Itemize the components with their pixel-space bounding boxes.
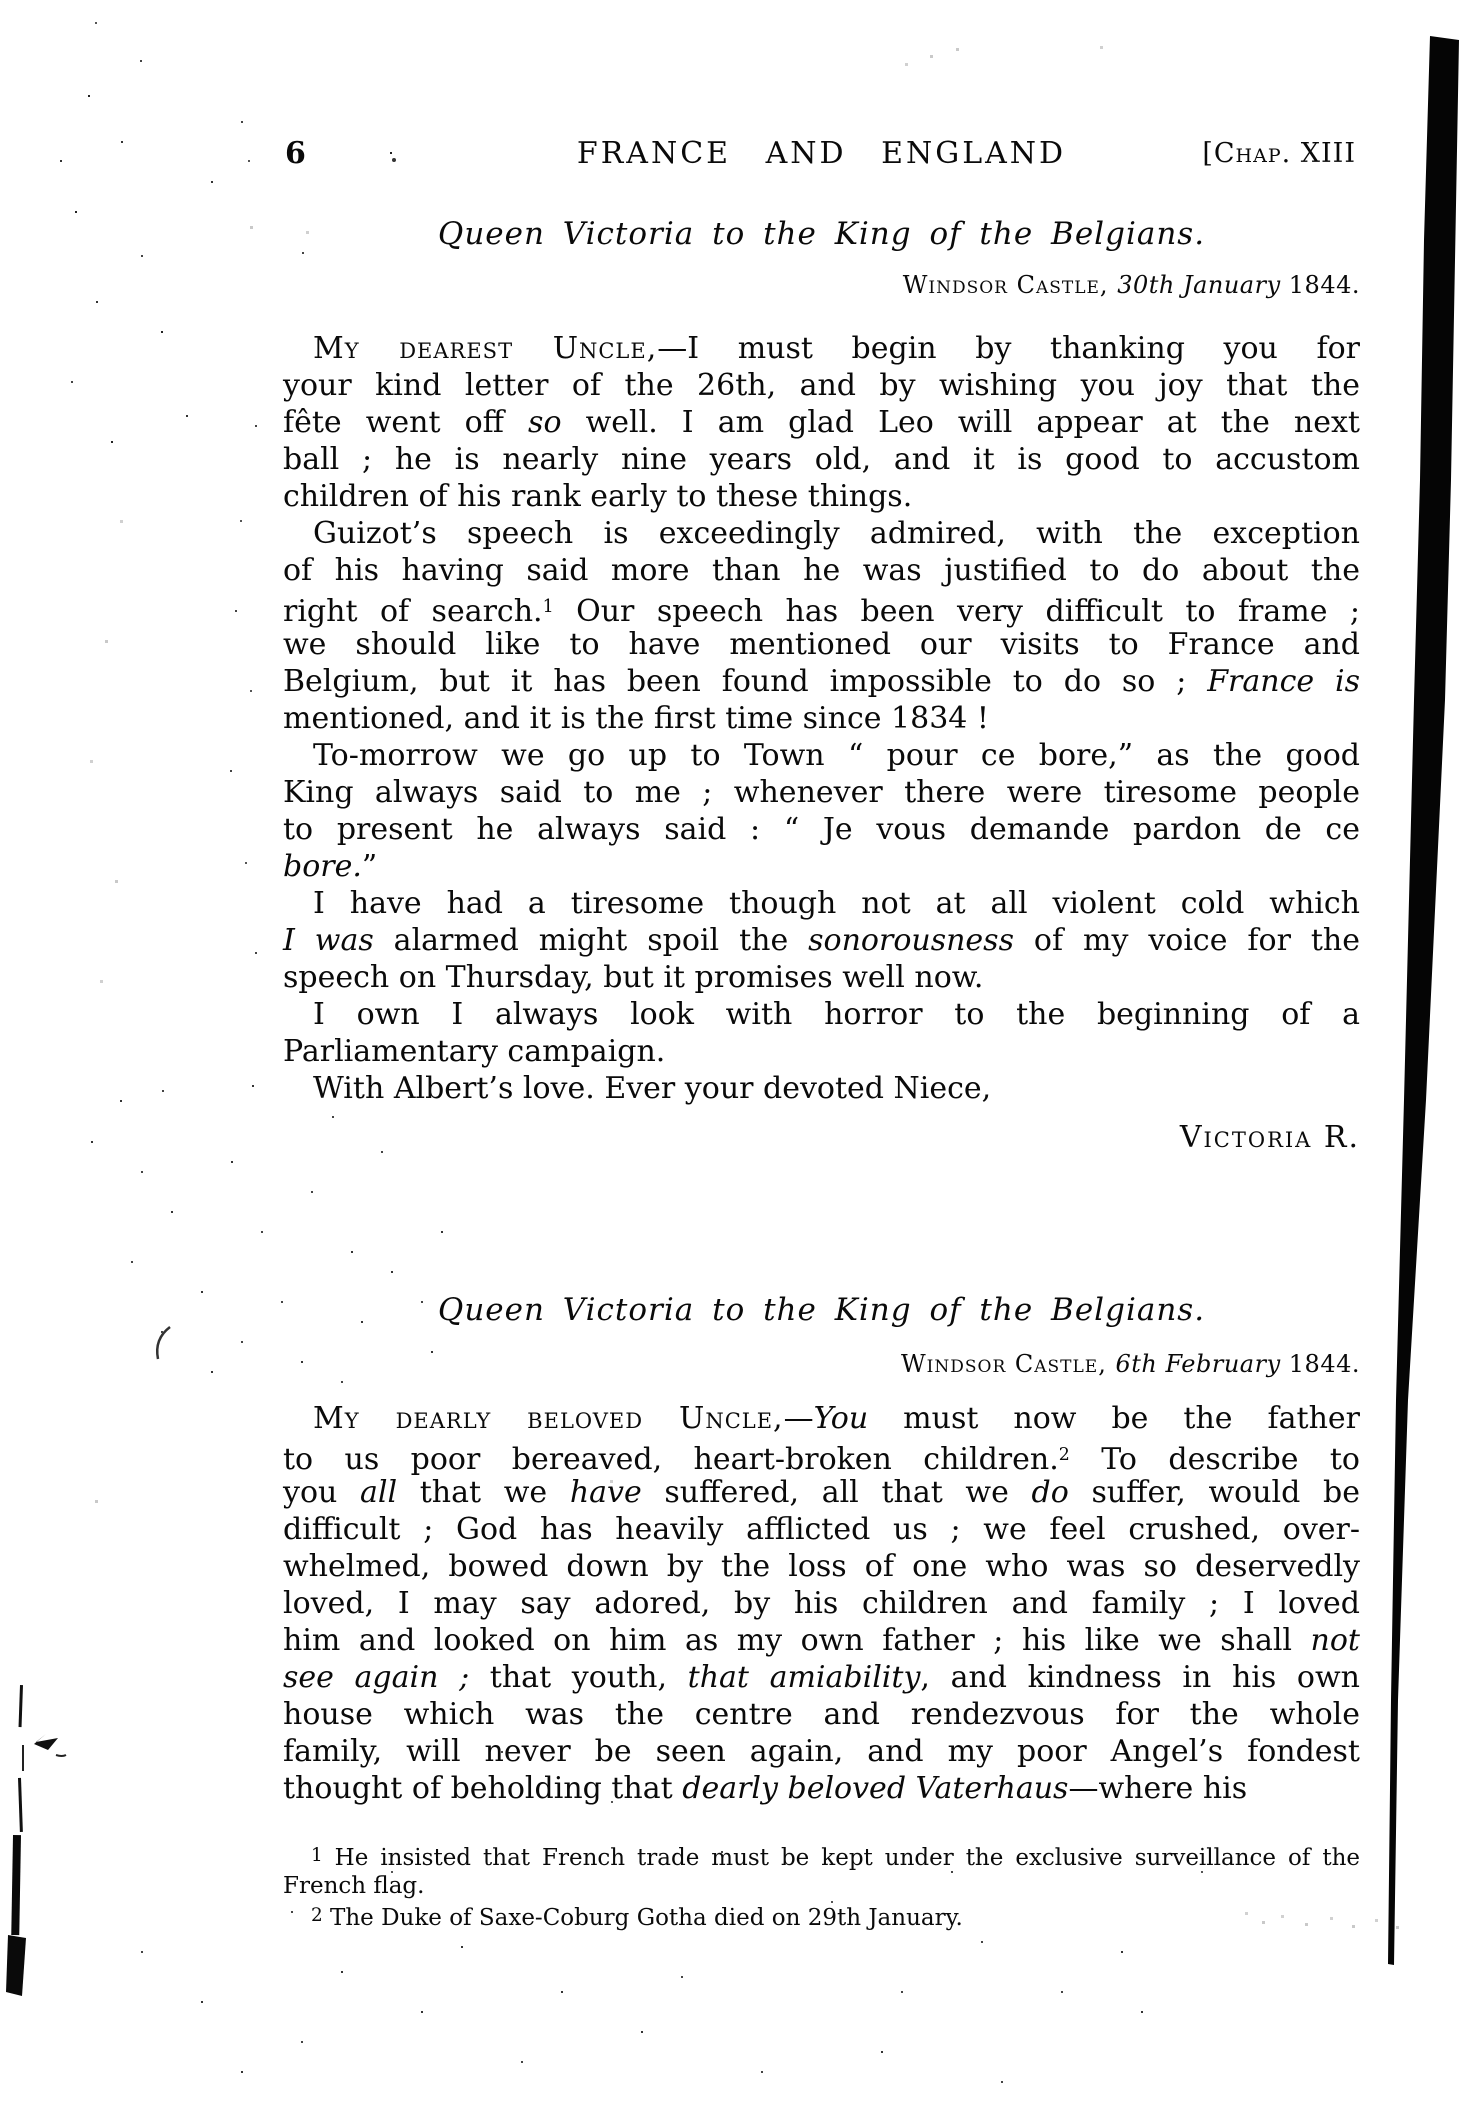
text-line [283,1733,1360,1770]
text-line [283,626,1360,663]
text-segment: My dearest Uncle, [313,331,658,366]
text-segment: loved, I may say adored, by his children and family ; I loved [283,1586,1360,1621]
text-line [283,1659,1360,1696]
text-line [283,1585,1360,1622]
text-segment: Windsor Castle, [900,1350,1116,1378]
text-segment: I was [283,923,374,958]
text-line [283,367,1360,404]
text-segment: —where his [1068,1771,1248,1806]
text-segment: 1844. [1288,271,1360,299]
letter2-heading: Queen Victoria to the King of the Belgians. [437,1292,1206,1328]
text-segment: France is [1207,664,1361,699]
text-segment: to us poor bereaved, heart-broken children. [283,1442,1059,1477]
text-segment: Our speech has been very difficult to frame ; [553,594,1360,629]
text-segment: ” [361,849,378,884]
text-segment: see again ; [283,1660,470,1695]
text-segment: Guizot’s speech is exceedingly admired, with the exception [313,516,1360,551]
text-segment: whelmed, bowed down by the loss of one who was so deservedly [283,1549,1360,1584]
text-segment: 2 [311,1905,323,1926]
text-line [283,959,1360,996]
text-segment: 30th January [1117,271,1289,299]
text-segment: do [1031,1475,1069,1510]
text-segment: I have had a tiresome though not at all violent cold which [313,886,1360,921]
text-line [283,589,1360,629]
text-segment: To describe to [1069,1442,1360,1477]
chapter-label: [Chap. XIII [1202,138,1356,169]
text-segment: — [783,1401,814,1436]
text-line [283,1474,1360,1511]
text-segment: My dearly beloved Uncle, [313,1401,784,1436]
text-segment: You [813,1401,869,1436]
text-segment: right of search. [283,594,543,629]
text-line [283,515,1360,552]
text-segment: alarmed might spoil the [373,923,809,958]
text-line [283,330,1360,367]
text-segment: family, will never be seen again, and my poor Angel’s fondest [283,1734,1360,1769]
text-segment: not [1310,1623,1360,1658]
text-segment: 1 [542,597,554,617]
text-segment: ball ; he is nearly nine years old, and it is good to accustom [283,442,1360,477]
text-segment: dearly beloved Vaterhaus [682,1771,1069,1806]
text-line [283,848,1360,885]
text-segment: your kind letter of the 26th, and by wishing you joy that the [283,368,1360,403]
text-segment: of his having said more than he was justified to do about the [283,553,1360,588]
text-line [283,404,1360,441]
letter1-body [283,330,1360,1107]
text-line [283,1841,1360,1871]
text-segment: suffered, all that we [641,1475,1032,1510]
text-line [283,1033,1360,1070]
text-segment: mentioned, and it is the first time since 1834 ! [283,701,989,736]
text-segment: He insisted that French trade must be kept under the exclusive surveillance of the [322,1845,1360,1871]
text-segment: you [283,1475,360,1510]
page-number: 6 [285,136,306,171]
text-segment: 1844. [1288,1350,1360,1378]
text-segment: children of his rank early to these things. [283,479,913,514]
letter1-heading: Queen Victoria to the King of the Belgians. [437,216,1206,252]
text-line [283,1901,1360,1931]
text-segment: speech on Thursday, but it promises well now. [283,960,984,995]
running-title: FRANCE AND ENGLAND [576,136,1067,171]
text-segment: sonorousness [808,923,1014,958]
text-line [283,774,1360,811]
text-line [283,811,1360,848]
text-line [283,478,1360,515]
text-line [283,1770,1360,1807]
text-segment: of my voice for the [1013,923,1360,958]
text-line [283,700,1360,737]
text-segment: To-morrow we go up to Town “ pour ce bore,” as the good [313,738,1360,773]
text-segment: have [569,1475,642,1510]
text-line [283,1871,1360,1901]
text-segment: that we [397,1475,570,1510]
text-segment: French flag. [283,1873,425,1899]
running-header [283,136,1360,180]
text-segment: house which was the centre and rendezvous for the whole [283,1697,1360,1732]
text-line [283,1696,1360,1733]
text-segment: King always said to me ; whenever there were tiresome people [283,775,1360,810]
text-line [283,1622,1360,1659]
text-segment: we should like to have mentioned our visits to France and [283,627,1360,662]
letter1-dateline [283,271,1388,299]
text-segment: well. I am glad Leo will appear at the next [561,405,1360,440]
letter2-dateline [283,1350,1388,1378]
text-segment: 1 [311,1845,323,1866]
text-line [283,737,1360,774]
text-segment: , and kindness in his own [920,1660,1360,1695]
letter1-signature: Victoria R. [1179,1120,1360,1155]
text-segment: that amiability [687,1660,921,1695]
text-segment: Parliamentary campaign. [283,1034,666,1069]
binding-shadow [1388,36,1459,1965]
scan-speckles-dark [0,0,2,2]
text-segment: 6th February [1115,1350,1289,1378]
text-segment: bore. [283,849,362,884]
text-line [283,1437,1360,1477]
text-segment: suffer, would be [1068,1475,1360,1510]
footnotes [283,1841,1360,1931]
text-segment: —I must begin by thanking you for [657,331,1360,366]
text-line [283,922,1360,959]
text-segment: The Duke of Saxe-Coburg Gotha died on 29th January. [322,1905,963,1931]
text-segment: thought of beholding that [283,1771,683,1806]
text-line [283,441,1360,478]
text-line [283,1400,1360,1437]
text-segment: him and looked on him as my own father ; his like we shall [283,1623,1311,1658]
text-segment: so [528,405,562,440]
text-segment: difficult ; God has heavily afflicted us ; we feel crushed, over- [283,1512,1360,1547]
text-line [283,1548,1360,1585]
scan-speckles-faint [0,0,3,3]
text-line [283,996,1360,1033]
text-line [283,1070,1360,1107]
text-segment: I own I always look with horror to the beginning of a [313,997,1360,1032]
text-segment: to present he always said : “ Je vous demande pardon de ce [283,812,1360,847]
text-segment: that youth, [469,1660,688,1695]
text-segment: Windsor Castle, [902,271,1118,299]
text-segment: fête went off [283,405,529,440]
text-line [283,885,1360,922]
text-line [283,1511,1360,1548]
text-segment: must now be the father [868,1401,1360,1436]
text-segment: With Albert’s love. Ever your devoted Niece, [313,1071,992,1106]
text-segment: 2 [1058,1445,1070,1465]
text-line [283,552,1360,589]
letter2-body [283,1400,1360,1807]
text-line [283,663,1360,700]
text-segment: all [360,1475,398,1510]
text-segment: Belgium, but it has been found impossible to do so ; [283,664,1208,699]
